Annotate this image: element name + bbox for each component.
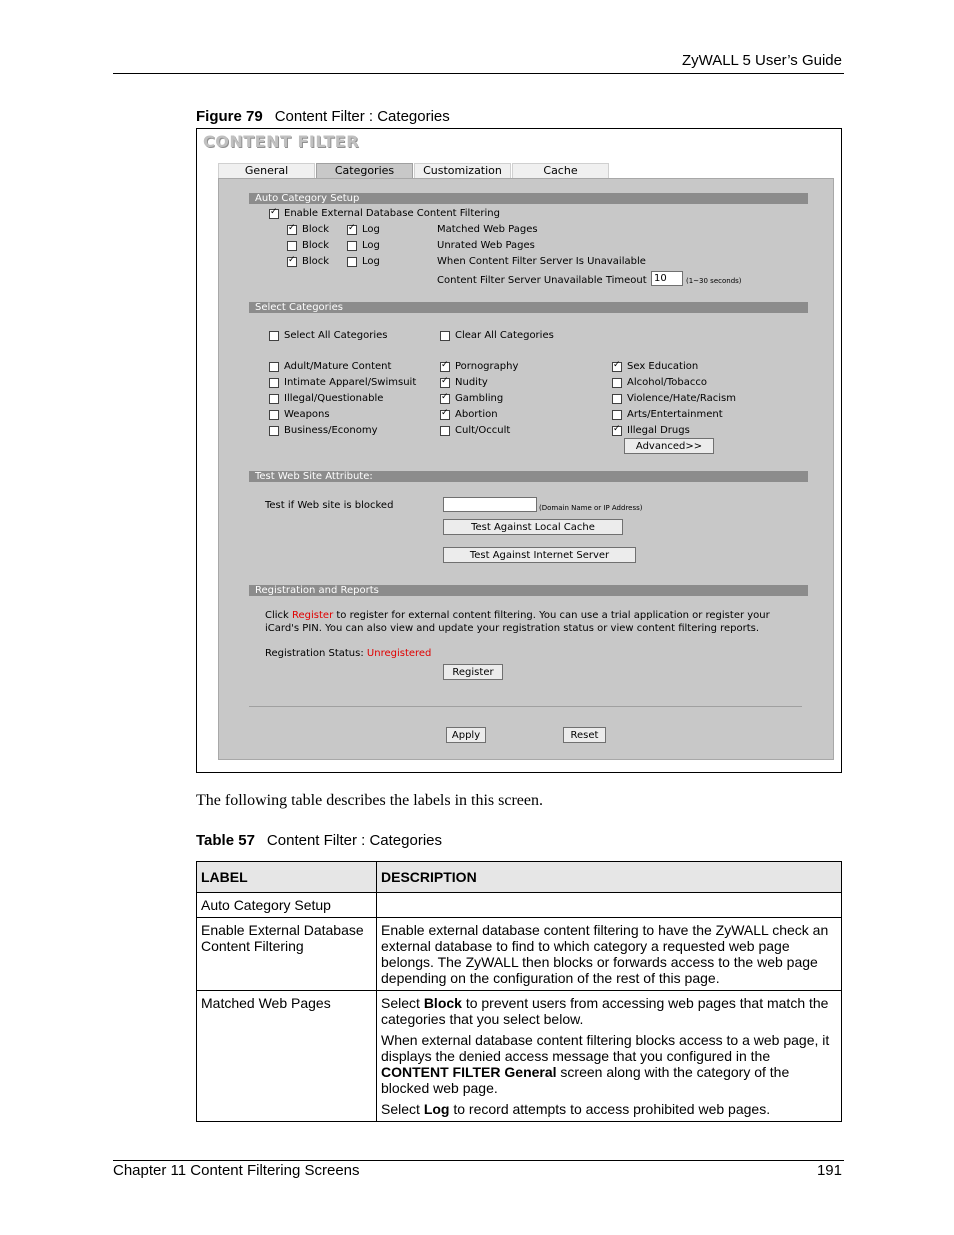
section-select-categories: Select Categories xyxy=(249,302,808,313)
category-label: Abortion xyxy=(455,409,498,420)
category-item xyxy=(440,377,488,388)
matched-block-row xyxy=(287,224,329,235)
category-checkbox[interactable] xyxy=(440,426,450,436)
unavailable-log-checkbox[interactable] xyxy=(347,257,357,267)
category-label: Adult/Mature Content xyxy=(284,361,392,372)
row-label: Matched Web Pages xyxy=(197,991,377,1122)
unavailable-block-checkbox[interactable] xyxy=(287,257,297,267)
matched-log-row xyxy=(347,224,380,235)
test-site-input[interactable] xyxy=(443,497,537,512)
category-label: Weapons xyxy=(284,409,330,420)
tab-bar xyxy=(218,163,610,178)
select-all-checkbox[interactable] xyxy=(269,331,279,341)
test-internet-server-button[interactable]: Test Against Internet Server xyxy=(443,547,636,563)
categories-panel xyxy=(218,178,834,760)
category-checkbox[interactable] xyxy=(612,426,622,436)
table-row xyxy=(197,918,842,991)
apply-button[interactable]: Apply xyxy=(446,727,486,743)
bold-text: Block xyxy=(423,995,462,1011)
matched-log-label: Log xyxy=(362,224,380,235)
category-checkbox[interactable] xyxy=(440,410,450,420)
category-checkbox[interactable] xyxy=(440,362,450,372)
figure-number: Figure 79 xyxy=(196,108,263,125)
register-button[interactable]: Register xyxy=(443,664,503,680)
registration-text-post: to register for external content filtering. You can use a trial application or register your xyxy=(333,610,770,621)
category-item xyxy=(269,425,378,436)
divider xyxy=(249,706,802,707)
registration-text-line1 xyxy=(265,610,770,621)
unrated-block-row xyxy=(287,240,329,251)
category-checkbox[interactable] xyxy=(612,378,622,388)
enable-external-db-row xyxy=(269,208,500,219)
timeout-label: Content Filter Server Unavailable Timeout xyxy=(437,275,647,286)
enable-external-db-label: Enable External Database Content Filtering xyxy=(284,208,500,219)
tab-categories[interactable]: Categories xyxy=(316,163,413,179)
header-rule xyxy=(113,73,844,74)
enable-external-db-checkbox[interactable] xyxy=(269,209,279,219)
category-item xyxy=(612,425,690,436)
category-checkbox[interactable] xyxy=(612,394,622,404)
row-description: Enable external database content filtering to have the ZyWALL check an external database to find to which category a requested web page belongs. The ZyWALL then blocks or forwards access to the web page depending on the configuration of the rest of this page. xyxy=(377,918,842,991)
category-checkbox[interactable] xyxy=(269,394,279,404)
category-item xyxy=(612,361,698,372)
registration-text-pre: Click xyxy=(265,610,293,621)
category-label: Violence/Hate/Racism xyxy=(627,393,736,404)
test-site-hint: (Domain Name or IP Address) xyxy=(539,504,643,512)
row-description xyxy=(377,893,842,918)
category-checkbox[interactable] xyxy=(269,410,279,420)
bold-text: CONTENT FILTER General xyxy=(381,1064,557,1080)
table-row xyxy=(197,991,842,1122)
footer-chapter: Chapter 11 Content Filtering Screens xyxy=(113,1162,360,1179)
table-header-row xyxy=(197,862,842,893)
unavailable-log-row xyxy=(347,256,380,267)
unrated-log-checkbox[interactable] xyxy=(347,241,357,251)
category-item xyxy=(269,409,330,420)
unrated-web-pages-label: Unrated Web Pages xyxy=(437,240,535,251)
category-item xyxy=(269,377,416,388)
unavailable-block-label: Block xyxy=(302,256,330,267)
section-test-site: Test Web Site Attribute: xyxy=(249,471,808,482)
table-row xyxy=(197,893,842,918)
desc-paragraph xyxy=(381,1032,837,1096)
clear-all-row xyxy=(440,330,554,341)
text: Select xyxy=(381,1101,424,1117)
category-label: Sex Education xyxy=(627,361,699,372)
guide-title: ZyWALL 5 User’s Guide xyxy=(681,52,842,69)
tab-customization[interactable]: Customization xyxy=(414,163,511,179)
category-checkbox[interactable] xyxy=(440,378,450,388)
bold-text: Log xyxy=(423,1101,450,1117)
desc-paragraph xyxy=(381,995,837,1027)
category-checkbox[interactable] xyxy=(612,362,622,372)
category-label: Pornography xyxy=(455,361,519,372)
select-all-row xyxy=(269,330,388,341)
intro-text: The following table describes the labels in this screen. xyxy=(196,792,544,809)
server-unavailable-label: When Content Filter Server Is Unavailable xyxy=(437,256,646,267)
category-label: Cult/Occult xyxy=(455,425,511,436)
category-label: Arts/Entertainment xyxy=(627,409,723,420)
row-label: Enable External Database Content Filtering xyxy=(197,918,377,991)
row-label: Auto Category Setup xyxy=(197,893,377,918)
advanced-button[interactable]: Advanced>> xyxy=(624,438,714,454)
text: When external database content filtering blocks access to a web page, it displays the denied access message that you configured in the xyxy=(381,1032,830,1064)
unavailable-log-label: Log xyxy=(362,256,380,267)
registration-status-label: Registration Status: xyxy=(265,648,364,659)
text: screen along with the category of the blocked web page. xyxy=(381,1064,790,1096)
unrated-log-row xyxy=(347,240,380,251)
category-checkbox[interactable] xyxy=(269,378,279,388)
unrated-log-label: Log xyxy=(362,240,380,251)
table-caption xyxy=(196,832,442,849)
table-title: Content Filter : Categories xyxy=(266,832,442,849)
category-checkbox[interactable] xyxy=(440,394,450,404)
description-table xyxy=(196,861,842,1122)
unrated-block-label: Block xyxy=(302,240,330,251)
section-auto-category: Auto Category Setup xyxy=(249,193,808,204)
test-site-label: Test if Web site is blocked xyxy=(265,500,394,511)
timeout-hint: (1~30 seconds) xyxy=(686,277,742,285)
category-item xyxy=(440,409,498,420)
registration-text-line2: iCard's PIN. You can also view and update your registration status or view content filtering reports. xyxy=(265,623,760,634)
category-item xyxy=(440,361,518,372)
reset-button[interactable]: Reset xyxy=(563,727,606,743)
category-label: Alcohol/Tobacco xyxy=(627,377,707,388)
category-item xyxy=(612,409,723,420)
select-all-label: Select All Categories xyxy=(284,330,388,341)
timeout-input[interactable]: 10 xyxy=(651,271,683,286)
unavailable-block-row xyxy=(287,256,329,267)
header-description: DESCRIPTION xyxy=(377,862,842,893)
text: to record attempts to access prohibited web pages. xyxy=(449,1101,771,1117)
matched-block-checkbox[interactable] xyxy=(287,225,297,235)
category-checkbox[interactable] xyxy=(269,426,279,436)
category-label: Business/Economy xyxy=(284,425,378,436)
unrated-block-checkbox[interactable] xyxy=(287,241,297,251)
matched-block-label: Block xyxy=(302,224,330,235)
figure-title: Content Filter : Categories xyxy=(274,108,450,125)
category-item xyxy=(269,361,391,372)
category-label: Intimate Apparel/Swimsuit xyxy=(284,377,417,388)
registration-status-value: Unregistered xyxy=(366,648,432,659)
desc-paragraph xyxy=(381,1101,837,1117)
table-number: Table 57 xyxy=(196,832,255,849)
footer-page-number: 191 xyxy=(816,1162,842,1179)
matched-log-checkbox[interactable] xyxy=(347,225,357,235)
category-label: Nudity xyxy=(455,377,488,388)
category-item xyxy=(269,393,383,404)
category-checkbox[interactable] xyxy=(612,410,622,420)
header-label: LABEL xyxy=(197,862,377,893)
tab-general[interactable]: General xyxy=(218,163,315,179)
category-checkbox[interactable] xyxy=(269,362,279,372)
content-filter-title: CONTENT FILTER xyxy=(203,132,360,151)
category-item xyxy=(440,393,503,404)
register-link[interactable]: Register xyxy=(292,610,334,621)
tab-cache[interactable]: Cache xyxy=(512,163,609,179)
category-item xyxy=(612,377,707,388)
test-local-cache-button[interactable]: Test Against Local Cache xyxy=(443,519,623,535)
matched-web-pages-label: Matched Web Pages xyxy=(437,224,538,235)
category-item xyxy=(440,425,510,436)
category-item xyxy=(612,393,736,404)
figure-caption xyxy=(196,108,450,125)
registration-status xyxy=(265,648,431,659)
category-label: Gambling xyxy=(455,393,504,404)
section-registration: Registration and Reports xyxy=(249,585,808,596)
footer-rule xyxy=(113,1160,844,1161)
text: Select xyxy=(381,995,424,1011)
category-label: Illegal/Questionable xyxy=(284,393,384,404)
clear-all-label: Clear All Categories xyxy=(455,330,554,341)
category-label: Illegal Drugs xyxy=(627,425,690,436)
clear-all-checkbox[interactable] xyxy=(440,331,450,341)
row-description xyxy=(377,991,842,1122)
text: to prevent users from accessing web pages that match the categories that you select below. xyxy=(381,995,829,1027)
